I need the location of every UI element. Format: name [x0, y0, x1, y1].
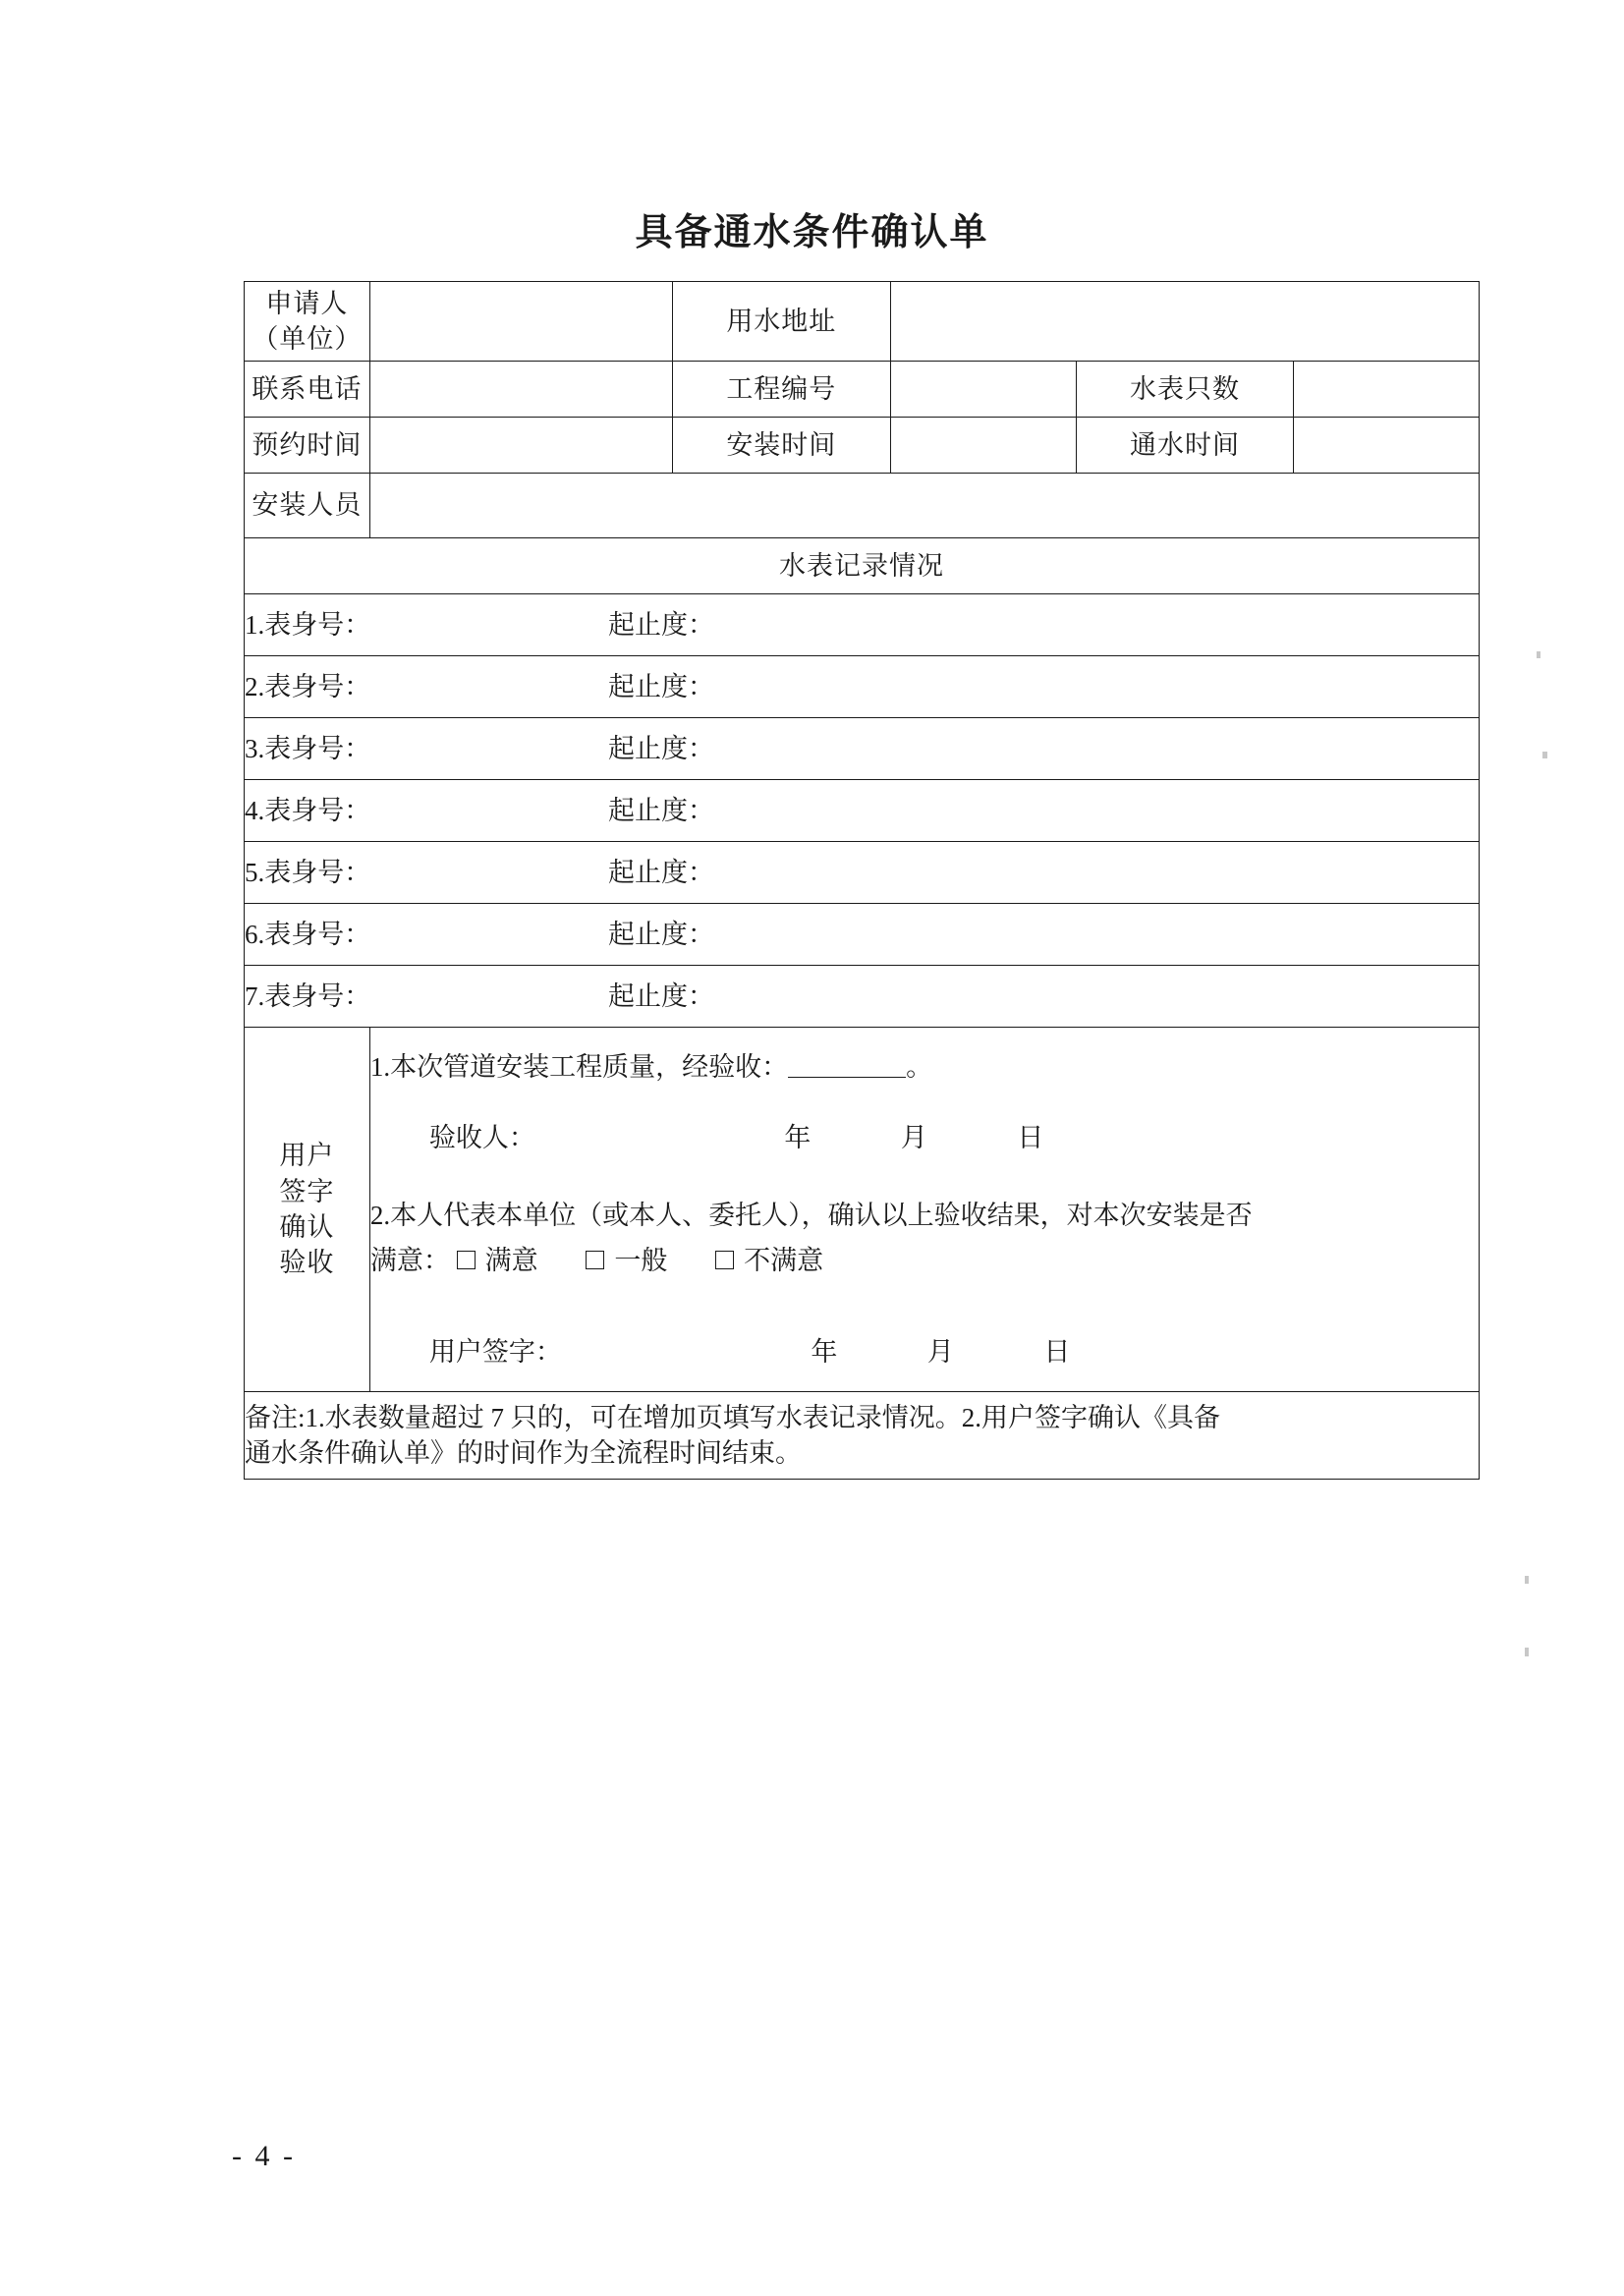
table-row [245, 1392, 1480, 1480]
page-number: - 4 - [232, 2140, 296, 2172]
meter-row-6-label: 6.表身号： [245, 919, 371, 949]
meter-row-4[interactable] [245, 780, 1480, 842]
user-month: 月 [926, 1336, 954, 1367]
meter-row-1-reading-label: 起止度： [608, 609, 714, 640]
appointment-time-label: 预约时间 [245, 418, 370, 474]
meter-row-5-label: 5.表身号： [245, 857, 371, 887]
meter-row-2-reading-label: 起止度： [608, 671, 714, 701]
remark-line-1: 备注:1.水表数量超过 7 只的，可在增加页填写水表记录情况。2.用户签字确认《具备 [245, 1402, 1220, 1432]
installer-label: 安装人员 [245, 474, 370, 538]
install-time-label: 安装时间 [672, 418, 891, 474]
table-row [245, 1028, 1480, 1392]
satisfaction-options [370, 1239, 1479, 1283]
table-row [245, 904, 1480, 966]
table-row [245, 842, 1480, 904]
scan-speck [1525, 1576, 1529, 1584]
project-no-value[interactable] [891, 362, 1077, 418]
address-label: 用水地址 [672, 282, 891, 362]
meter-row-4-reading-label: 起止度： [608, 795, 714, 825]
applicant-label: 申请人 （单位） [245, 282, 370, 362]
table-row [245, 474, 1480, 538]
page-title: 具备通水条件确认单 [635, 209, 989, 253]
inspector-day: 日 [1017, 1123, 1044, 1153]
confirmation-form-table [244, 281, 1480, 1480]
checkbox-unsatisfied[interactable] [715, 1251, 734, 1269]
water-on-time-label: 通水时间 [1077, 418, 1293, 474]
user-confirm-body [369, 1028, 1479, 1392]
meter-row-6-reading-label: 起止度： [608, 919, 714, 949]
satisfaction-prefix: 满意： [369, 1246, 450, 1276]
confirm-item-1: 1.本次管道安装工程质量，经验收： 。 [369, 1051, 933, 1082]
meter-row-3[interactable] [245, 718, 1480, 780]
meter-row-7-label: 7.表身号： [245, 980, 371, 1011]
meter-row-1[interactable] [245, 594, 1480, 656]
inspector-label: 验收人： [428, 1123, 535, 1153]
user-year: 年 [811, 1336, 838, 1367]
address-value[interactable] [891, 282, 1480, 362]
table-row [245, 780, 1480, 842]
appointment-time-value[interactable] [369, 418, 672, 474]
scan-speck [1542, 752, 1547, 758]
meter-row-2[interactable] [245, 656, 1480, 718]
remark-line-2: 通水条件确认单》的时间作为全流程时间结束。 [245, 1438, 802, 1468]
meter-row-3-label: 3.表身号： [245, 733, 371, 763]
remark-cell [245, 1392, 1480, 1480]
table-row [245, 282, 1480, 362]
meter-row-1-label: 1.表身号： [245, 609, 371, 640]
user-day: 日 [1043, 1336, 1071, 1367]
checkbox-satisfied[interactable] [457, 1251, 476, 1269]
user-signature-line [370, 1330, 1479, 1374]
meter-row-7[interactable] [245, 966, 1480, 1028]
project-no-label: 工程编号 [672, 362, 891, 418]
quality-blank-line[interactable] [788, 1050, 906, 1078]
phone-label: 联系电话 [245, 362, 370, 418]
meter-count-value[interactable] [1293, 362, 1479, 418]
inspector-signature-line [370, 1116, 1479, 1160]
scan-speck [1537, 651, 1540, 658]
scan-speck [1525, 1648, 1529, 1656]
user-sign-label: 用户签字： [428, 1336, 562, 1367]
table-row [245, 966, 1480, 1028]
confirm-item-2: 2.本人代表本单位（或本人、委托人），确认以上验收结果，对本次安装是否 [369, 1200, 1253, 1230]
meter-section-title: 水表记录情况 [245, 538, 1480, 594]
table-row [245, 718, 1480, 780]
table-row [245, 594, 1480, 656]
meter-count-label: 水表只数 [1077, 362, 1293, 418]
table-row [245, 362, 1480, 418]
applicant-value[interactable] [369, 282, 672, 362]
table-row [245, 418, 1480, 474]
install-time-value[interactable] [891, 418, 1077, 474]
meter-row-7-reading-label: 起止度： [608, 980, 714, 1011]
option-unsatisfied[interactable]: 不满意 [715, 1239, 823, 1283]
water-on-time-value[interactable] [1293, 418, 1479, 474]
meter-row-2-label: 2.表身号： [245, 671, 371, 701]
inspector-month: 月 [900, 1123, 927, 1153]
meter-row-6[interactable] [245, 904, 1480, 966]
option-average[interactable]: 一般 [586, 1239, 667, 1283]
installer-value[interactable] [369, 474, 1479, 538]
meter-row-5[interactable] [245, 842, 1480, 904]
user-confirm-side-label: 用户 签字 确认 验收 [245, 1028, 370, 1392]
meter-row-3-reading-label: 起止度： [608, 733, 714, 763]
meter-row-5-reading-label: 起止度： [608, 857, 714, 887]
option-satisfied[interactable]: 满意 [457, 1239, 538, 1283]
phone-value[interactable] [369, 362, 672, 418]
table-row [245, 656, 1480, 718]
checkbox-average[interactable] [586, 1251, 604, 1269]
inspector-year: 年 [784, 1123, 812, 1153]
meter-row-4-label: 4.表身号： [245, 795, 371, 825]
table-row [245, 538, 1480, 594]
